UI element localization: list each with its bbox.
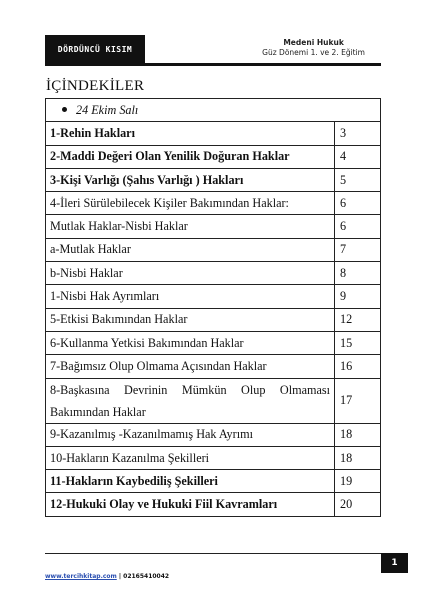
toc-entry-page: 7 bbox=[335, 238, 381, 261]
footer-separator: | bbox=[116, 573, 124, 580]
section-label: DÖRDÜNCÜ KISIM bbox=[57, 44, 133, 54]
footer-contact bbox=[45, 573, 169, 580]
toc-entry-label: 12-Hukuki Olay ve Hukuki Fiil Kavramları bbox=[46, 493, 335, 516]
toc-date-cell bbox=[46, 99, 381, 122]
toc-entry-label: 10-Hakların Kazanılma Şekilleri bbox=[46, 446, 335, 469]
toc-entry-page: 12 bbox=[335, 308, 381, 331]
toc-entry-label: 1-Rehin Hakları bbox=[46, 122, 335, 145]
toc-row[interactable] bbox=[46, 168, 381, 191]
course-name: Medeni Hukuk bbox=[283, 38, 344, 47]
toc-entry-label: Mutlak Haklar-Nisbi Haklar bbox=[46, 215, 335, 238]
toc-entry-page: 9 bbox=[335, 285, 381, 308]
page-number: 1 bbox=[391, 558, 398, 568]
toc-entry-label: 1-Nisbi Hak Ayrımları bbox=[46, 285, 335, 308]
toc-entry-label: 5-Etkisi Bakımından Haklar bbox=[46, 308, 335, 331]
footer-divider bbox=[45, 553, 381, 554]
toc-row[interactable] bbox=[46, 215, 381, 238]
toc-entry-page: 18 bbox=[335, 446, 381, 469]
toc-entry-page: 18 bbox=[335, 423, 381, 446]
toc-table bbox=[45, 98, 381, 517]
toc-row[interactable] bbox=[46, 355, 381, 378]
toc-entry-page: 20 bbox=[335, 493, 381, 516]
toc-row[interactable] bbox=[46, 423, 381, 446]
toc-row[interactable] bbox=[46, 145, 381, 168]
toc-row[interactable] bbox=[46, 470, 381, 493]
toc-row[interactable] bbox=[46, 378, 381, 423]
toc-row[interactable] bbox=[46, 493, 381, 516]
toc-entry-label: a-Mutlak Haklar bbox=[46, 238, 335, 261]
toc-title: İÇİNDEKİLER bbox=[46, 78, 145, 94]
toc-entry-page: 3 bbox=[335, 122, 381, 145]
section-badge bbox=[45, 35, 145, 63]
bullet-icon bbox=[62, 107, 67, 112]
toc-date-row bbox=[46, 99, 381, 122]
toc-row[interactable] bbox=[46, 446, 381, 469]
toc-entry-page: 17 bbox=[335, 378, 381, 423]
toc-entry-label: 4-İleri Sürülebilecek Kişiler Bakımından Haklar: bbox=[46, 192, 335, 215]
toc-entry-page: 6 bbox=[335, 215, 381, 238]
header-divider bbox=[45, 63, 381, 66]
toc-row[interactable] bbox=[46, 238, 381, 261]
toc-entry-label: 7-Bağımsız Olup Olmama Açısından Haklar bbox=[46, 355, 335, 378]
toc-entry-page: 6 bbox=[335, 192, 381, 215]
toc-entry-label: 8-Başkasına Devrinin Mümkün Olup Olmaması Bakımından Haklar bbox=[46, 378, 335, 423]
toc-entry-page: 16 bbox=[335, 355, 381, 378]
toc-row[interactable] bbox=[46, 308, 381, 331]
toc-row[interactable] bbox=[46, 122, 381, 145]
toc-row[interactable] bbox=[46, 285, 381, 308]
toc-row[interactable] bbox=[46, 192, 381, 215]
toc-entry-label: 2-Maddi Değeri Olan Yenilik Doğuran Haklar bbox=[46, 145, 335, 168]
toc-row[interactable] bbox=[46, 331, 381, 354]
toc-entry-label: 11-Hakların Kaybediliş Şekilleri bbox=[46, 470, 335, 493]
term-name: Güz Dönemi 1. ve 2. Eğitim bbox=[262, 48, 365, 57]
toc-entry-page: 15 bbox=[335, 331, 381, 354]
toc-entry-page: 4 bbox=[335, 145, 381, 168]
toc-entry-label: 6-Kullanma Yetkisi Bakımından Haklar bbox=[46, 331, 335, 354]
toc-entry-page: 19 bbox=[335, 470, 381, 493]
toc-entry-label: 9-Kazanılmış -Kazanılmamış Hak Ayrımı bbox=[46, 423, 335, 446]
toc-row[interactable] bbox=[46, 262, 381, 285]
page-number-badge bbox=[381, 553, 408, 573]
footer-phone: 02165410042 bbox=[123, 573, 170, 580]
toc-entry-label: 3-Kişi Varlığı (Şahıs Varlığı ) Hakları bbox=[46, 168, 335, 191]
footer-url-link[interactable]: www.tercihkitap.com bbox=[45, 573, 117, 580]
toc-entry-page: 8 bbox=[335, 262, 381, 285]
toc-date-label: 24 Ekim Salı bbox=[76, 102, 139, 117]
toc-entry-label: b-Nisbi Haklar bbox=[46, 262, 335, 285]
toc-entry-page: 5 bbox=[335, 168, 381, 191]
header-info bbox=[262, 38, 365, 58]
